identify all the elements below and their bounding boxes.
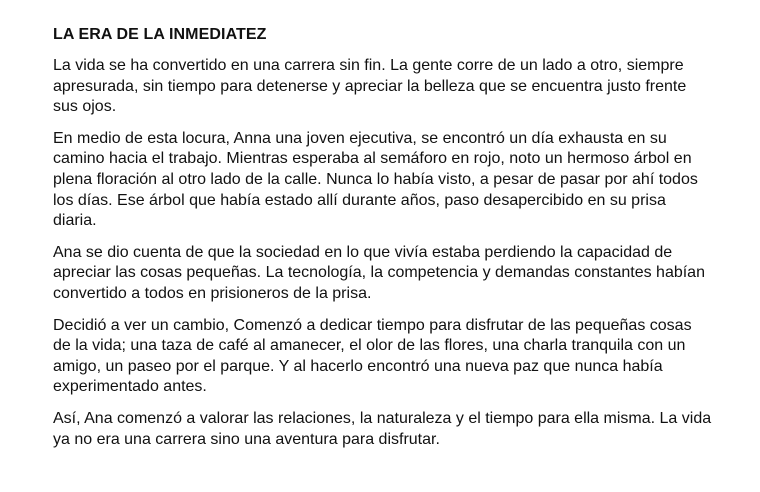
paragraph-3: Ana se dio cuenta de que la sociedad en lo que vivía estaba perdiendo la capacidad de apreciar las cosas pequeñas. La tecnología, la competencia y demandas constantes habían convertido a todos en prisioneros de la prisa. <box>53 243 705 302</box>
document-title: LA ERA DE LA INMEDIATEZ <box>53 26 267 43</box>
paragraph-1: La vida se ha convertido en una carrera sin fin. La gente corre de un lado a otro, siempre apresurada, sin tiempo para detenerse y apreciar la belleza que se encuentra justo frente sus ojos. <box>53 57 687 116</box>
paragraph-5: Así, Ana comenzó a valorar las relaciones, la naturaleza y el tiempo para ella misma. La vida ya no era una carrera sino una aventura para disfrutar. <box>53 409 712 448</box>
document-page <box>53 25 713 461</box>
paragraph-4: Decidió a ver un cambio, Comenzó a dedicar tiempo para disfrutar de las pequeñas cosas de la vida; una taza de café al amanecer, el olor de las flores, una charla tranquila con un amigo, un paseo por el parque. Y al hacerlo encontró una nueva paz que nunca había experimentado antes. <box>53 316 692 396</box>
paragraph-2: En medio de esta locura, Anna una joven ejecutiva, se encontró un día exhausta en su camino hacia el trabajo. Mientras esperaba al semáforo en rojo, noto un hermoso árbol en plena floración al otro lado de la calle. Nunca lo había visto, a pesar de pasar por ahí todos los días. Ese árbol que había estado allí durante años, paso desapercibido en su prisa diaria. <box>53 129 698 230</box>
